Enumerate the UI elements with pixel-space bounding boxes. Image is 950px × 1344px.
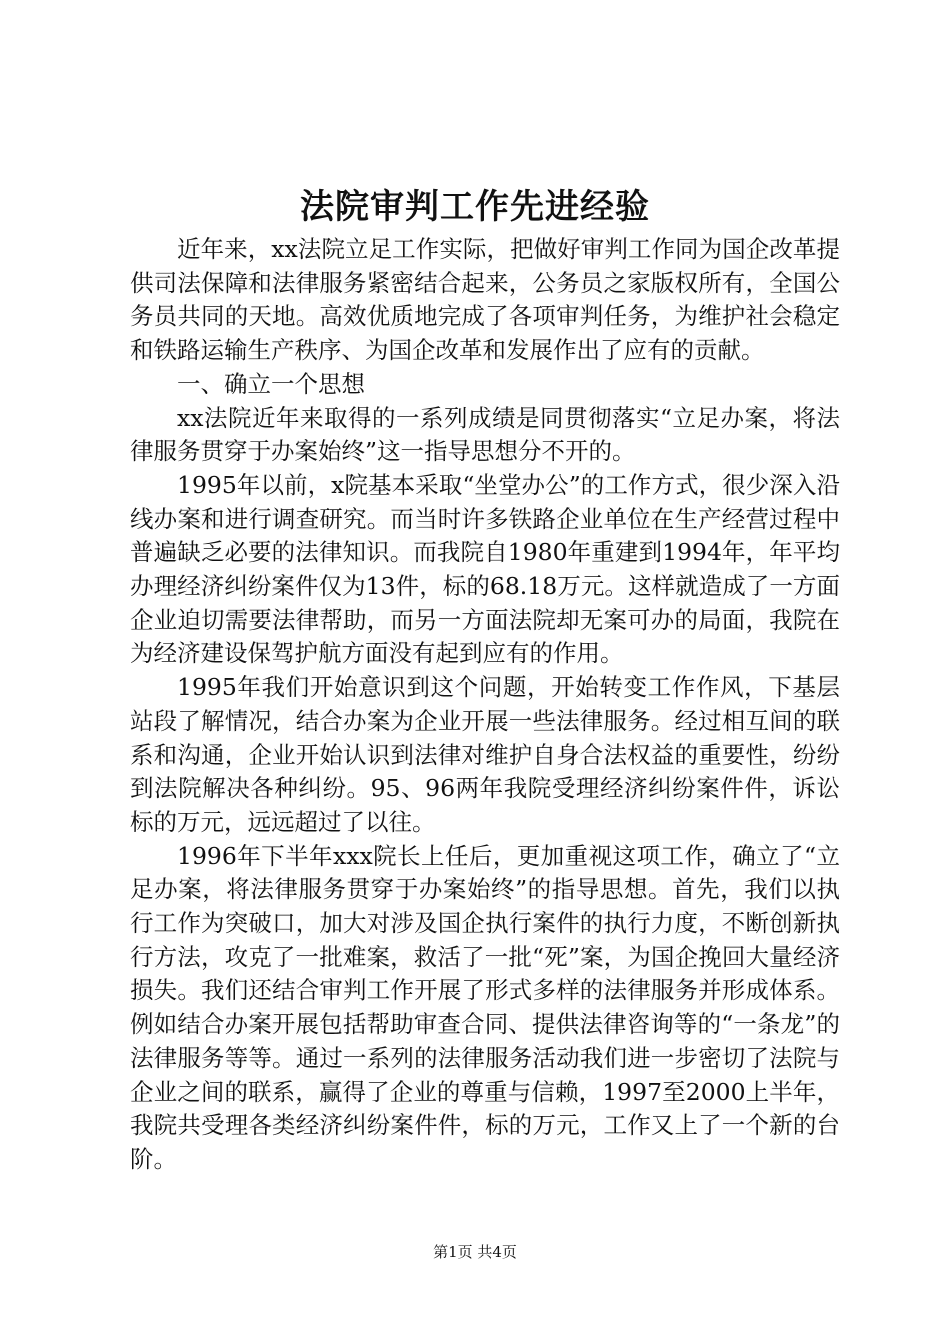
paragraph-1996: 1996年下半年xxx院长上任后，更加重视这项工作，确立了“立足办案，将法律服务贯穿于办案始终”的指导思想。首先，我们以执行工作为突破口，加大对涉及国企执行案件的执行力度，不断创新执行方法，攻克了一批难案，救活了一批“死”案，为国企挽回大量经济损失。我们还结合审判工作开展了形式多样的法律服务并形成体系。例如结合办案开展包括帮助审查合同、提供法律咨询等的“一条龙”的法律服务等等。通过一系列的法律服务活动我们进一步密切了法院与企业之间的联系，赢得了企业的尊重与信赖，1997至2000上半年，我院共受理各类经济纠纷案件件，标的万元，工作又上了一个新的台阶。 bbox=[130, 841, 840, 1173]
document-body bbox=[130, 233, 840, 1177]
document-title: 法院审判工作先进经验 bbox=[300, 187, 650, 227]
paragraph-intro: 近年来，xx法院立足工作实际，把做好审判工作同为国企改革提供司法保障和法律服务紧密结合起来，公务员之家版权所有，全国公务员共同的天地。高效优质地完成了各项审判任务，为维护社会稳定和铁路运输生产秩序、为国企改革和发展作出了应有的贡献。 bbox=[130, 235, 840, 365]
page-footer: 第1页 共4页 bbox=[433, 1243, 517, 1261]
paragraph-1995: 1995年我们开始意识到这个问题，开始转变工作作风，下基层站段了解情况，结合办案为企业开展一些法律服务。经过相互间的联系和沟通，企业开始认识到法律对维护自身合法权益的重要性，纷纷到法院解决各种纠纷。95、96两年我院受理经济纠纷案件件，诉讼标的万元，远远超过了以往。 bbox=[130, 673, 840, 836]
paragraph-guiding-idea: xx法院近年来取得的一系列成绩是同贯彻落实“立足办案，将法律服务贯穿于办案始终”这一指导思想分不开的。 bbox=[130, 403, 840, 466]
paragraph-before-1995: 1995年以前，x院基本采取“坐堂办公”的工作方式，很少深入沿线办案和进行调查研究。而当时许多铁路企业单位在生产经营过程中普遍缺乏必要的法律知识。而我院自1980年重建到1994年，年平均办理经济纠纷案件仅为13件，标的68.18万元。这样就造成了一方面企业迫切需要法律帮助，而另一方面法院却无案可办的局面，我院在为经济建设保驾护航方面没有起到应有的作用。 bbox=[130, 470, 840, 668]
section-heading: 一、确立一个思想 bbox=[177, 369, 365, 398]
